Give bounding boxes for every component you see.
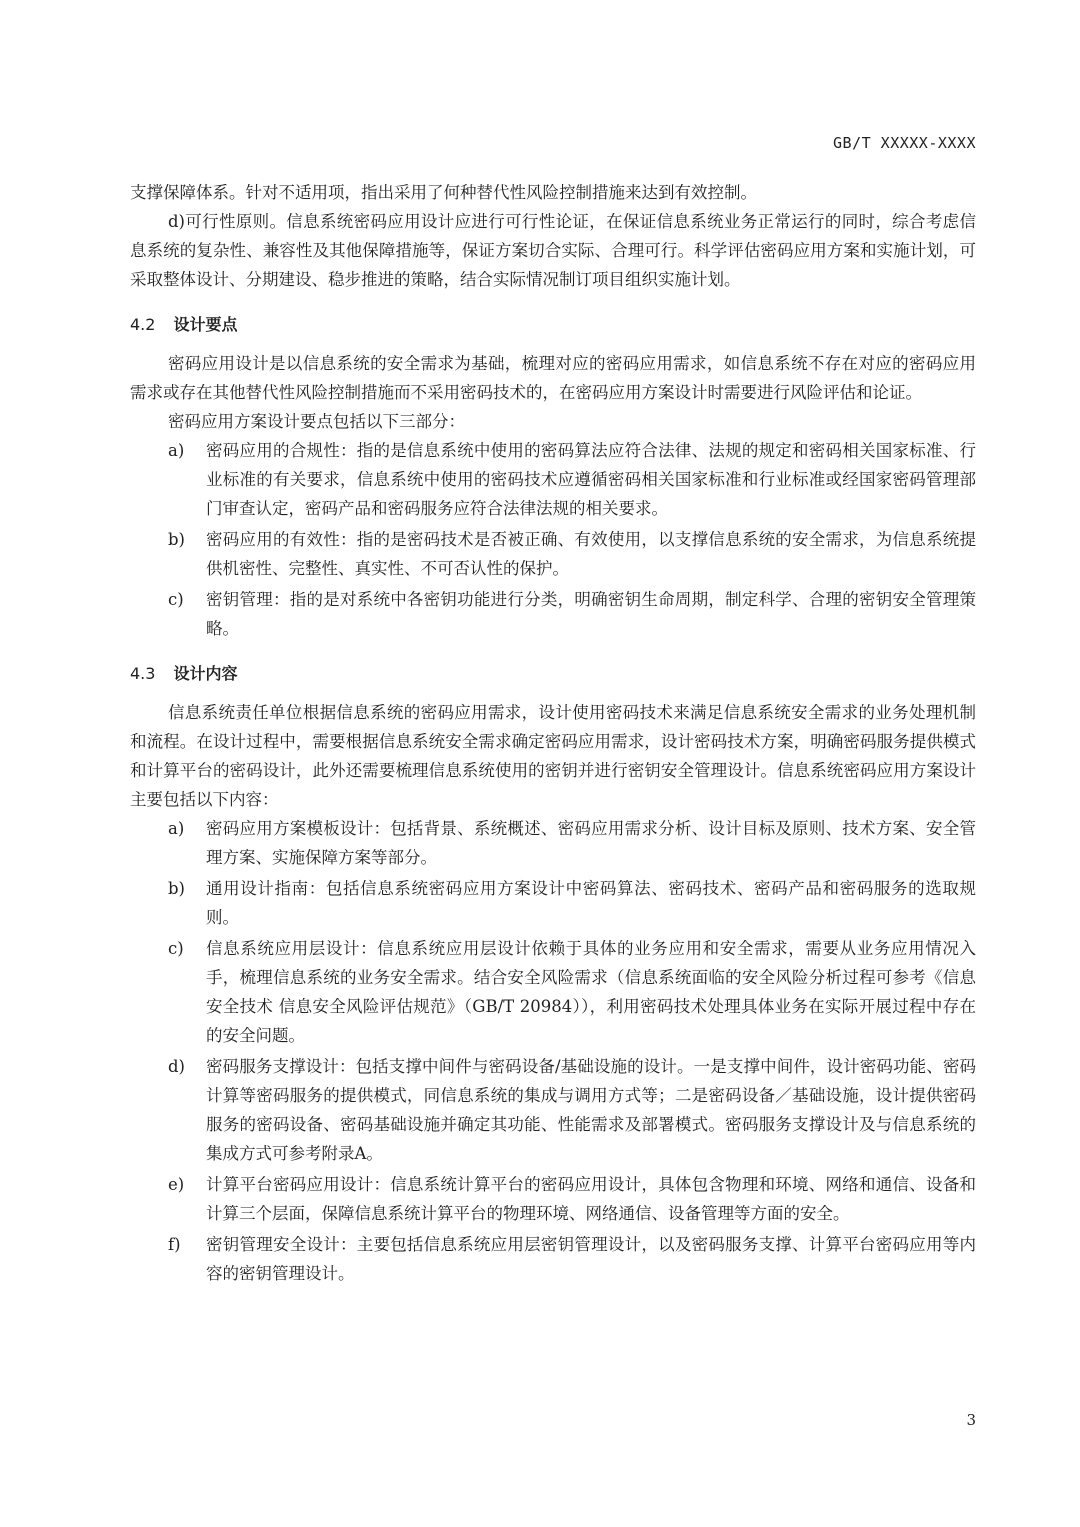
list-text: 信息系统应用层设计：信息系统应用层设计依赖于具体的业务应用和安全需求，需要从业务应用情况入手，梳理信息系统的业务安全需求。结合安全风险需求（信息系统面临的安全风险分析过程可参考《信息安全技术 信息安全风险评估规范》（GB/T 20984）），利用密码技术处理具体业务在实际开展过程中存在的安全问题。 (206, 939, 976, 1045)
list-text: 计算平台密码应用设计：信息系统计算平台的密码应用设计，具体包含物理和环境、网络和通信、设备和计算三个层面，保障信息系统计算平台的物理环境、网络通信、设备管理等方面的安全。 (206, 1175, 976, 1223)
list-item (130, 1170, 976, 1228)
list-marker: c) (168, 939, 184, 958)
section-title: 设计要点 (173, 315, 238, 334)
section-heading-4-3 (130, 659, 976, 688)
list-marker: a) (168, 819, 185, 838)
section-heading-4-2 (130, 310, 976, 339)
list-marker: c) (168, 590, 184, 609)
section-number: 4.2 (130, 315, 156, 334)
list-text: 通用设计指南：包括信息系统密码应用方案设计中密码算法、密码技术、密码产品和密码服务的选取规则。 (206, 879, 976, 927)
section-4-3-paragraph-1: 信息系统责任单位根据信息系统的密码应用需求，设计使用密码技术来满足信息系统安全需求的业务处理机制和流程。在设计过程中，需要根据信息系统安全需求确定密码应用需求，设计密码技术方案，明确密码服务提供模式和计算平台的密码设计，此外还需要梳理信息系统使用的密钥并进行密钥安全管理设计。信息系统密码应用方案设计主要包括以下内容： (130, 703, 976, 809)
list-text: 密码应用方案模板设计：包括背景、系统概述、密码应用需求分析、设计目标及原则、技术方案、安全管理方案、实施保障方案等部分。 (206, 819, 976, 867)
list-marker: b) (168, 879, 185, 898)
document-code: GB/T XXXXX-XXXX (833, 134, 976, 152)
list-text: 密钥管理：指的是对系统中各密钥功能进行分类，明确密钥生命周期，制定科学、合理的密钥安全管理策略。 (206, 590, 976, 638)
list-item (130, 814, 976, 872)
list-text: 密码应用的合规性：指的是信息系统中使用的密码算法应符合法律、法规的规定和密码相关国家标准、行业标准的有关要求，信息系统中使用的密码技术应遵循密码相关国家标准和行业标准或经国家密码管理部门审查认定，密码产品和密码服务应符合法律法规的相关要求。 (206, 441, 976, 518)
list-text: 密码服务支撑设计：包括支撑中间件与密码设备/基础设施的设计。一是支撑中间件，设计密码功能、密码计算等密码服务的提供模式，同信息系统的集成与调用方式等；二是密码设备／基础设施，设计提供密码服务的密码设备、密码基础设施并确定其功能、性能需求及部署模式。密码服务支撑设计及与信息系统的集成方式可参考附录A。 (206, 1057, 976, 1163)
list-marker: a) (168, 441, 185, 460)
section-4-2-paragraph-1: 密码应用设计是以信息系统的安全需求为基础，梳理对应的密码应用需求，如信息系统不存在对应的密码应用需求或存在其他替代性风险控制措施而不采用密码技术的，在密码应用方案设计时需要进行风险评估和论证。 (130, 354, 976, 402)
intro-paragraph-2: d)可行性原则。信息系统密码应用设计应进行可行性论证，在保证信息系统业务正常运行的同时，综合考虑信息系统的复杂性、兼容性及其他保障措施等，保证方案切合实际、合理可行。科学评估密码应用方案和实施计划，可采取整体设计、分期建设、稳步推进的策略，结合实际情况制订项目组织实施计划。 (130, 212, 976, 289)
document-body (130, 178, 976, 1290)
list-item (130, 525, 976, 583)
list-item (130, 1230, 976, 1288)
list-text: 密钥管理安全设计：主要包括信息系统应用层密钥管理设计，以及密码服务支撑、计算平台密码应用等内容的密钥管理设计。 (206, 1235, 976, 1283)
section-number: 4.3 (130, 664, 156, 683)
list-item (130, 874, 976, 932)
list-item (130, 585, 976, 643)
page-number: 3 (966, 1411, 976, 1429)
intro-paragraph-1: 支撑保障体系。针对不适用项，指出采用了何种替代性风险控制措施来达到有效控制。 (130, 183, 757, 202)
list-marker: d) (168, 1057, 185, 1076)
list-marker: f) (168, 1235, 181, 1254)
list-text: 密码应用的有效性：指的是密码技术是否被正确、有效使用，以支撑信息系统的安全需求，为信息系统提供机密性、完整性、真实性、不可否认性的保护。 (206, 530, 976, 578)
list-marker: b) (168, 530, 185, 549)
list-marker: e) (168, 1175, 185, 1194)
section-4-2-paragraph-2: 密码应用方案设计要点包括以下三部分： (168, 412, 465, 431)
list-item (130, 934, 976, 1050)
list-item (130, 436, 976, 523)
list-item (130, 1052, 976, 1168)
section-title: 设计内容 (173, 664, 238, 683)
